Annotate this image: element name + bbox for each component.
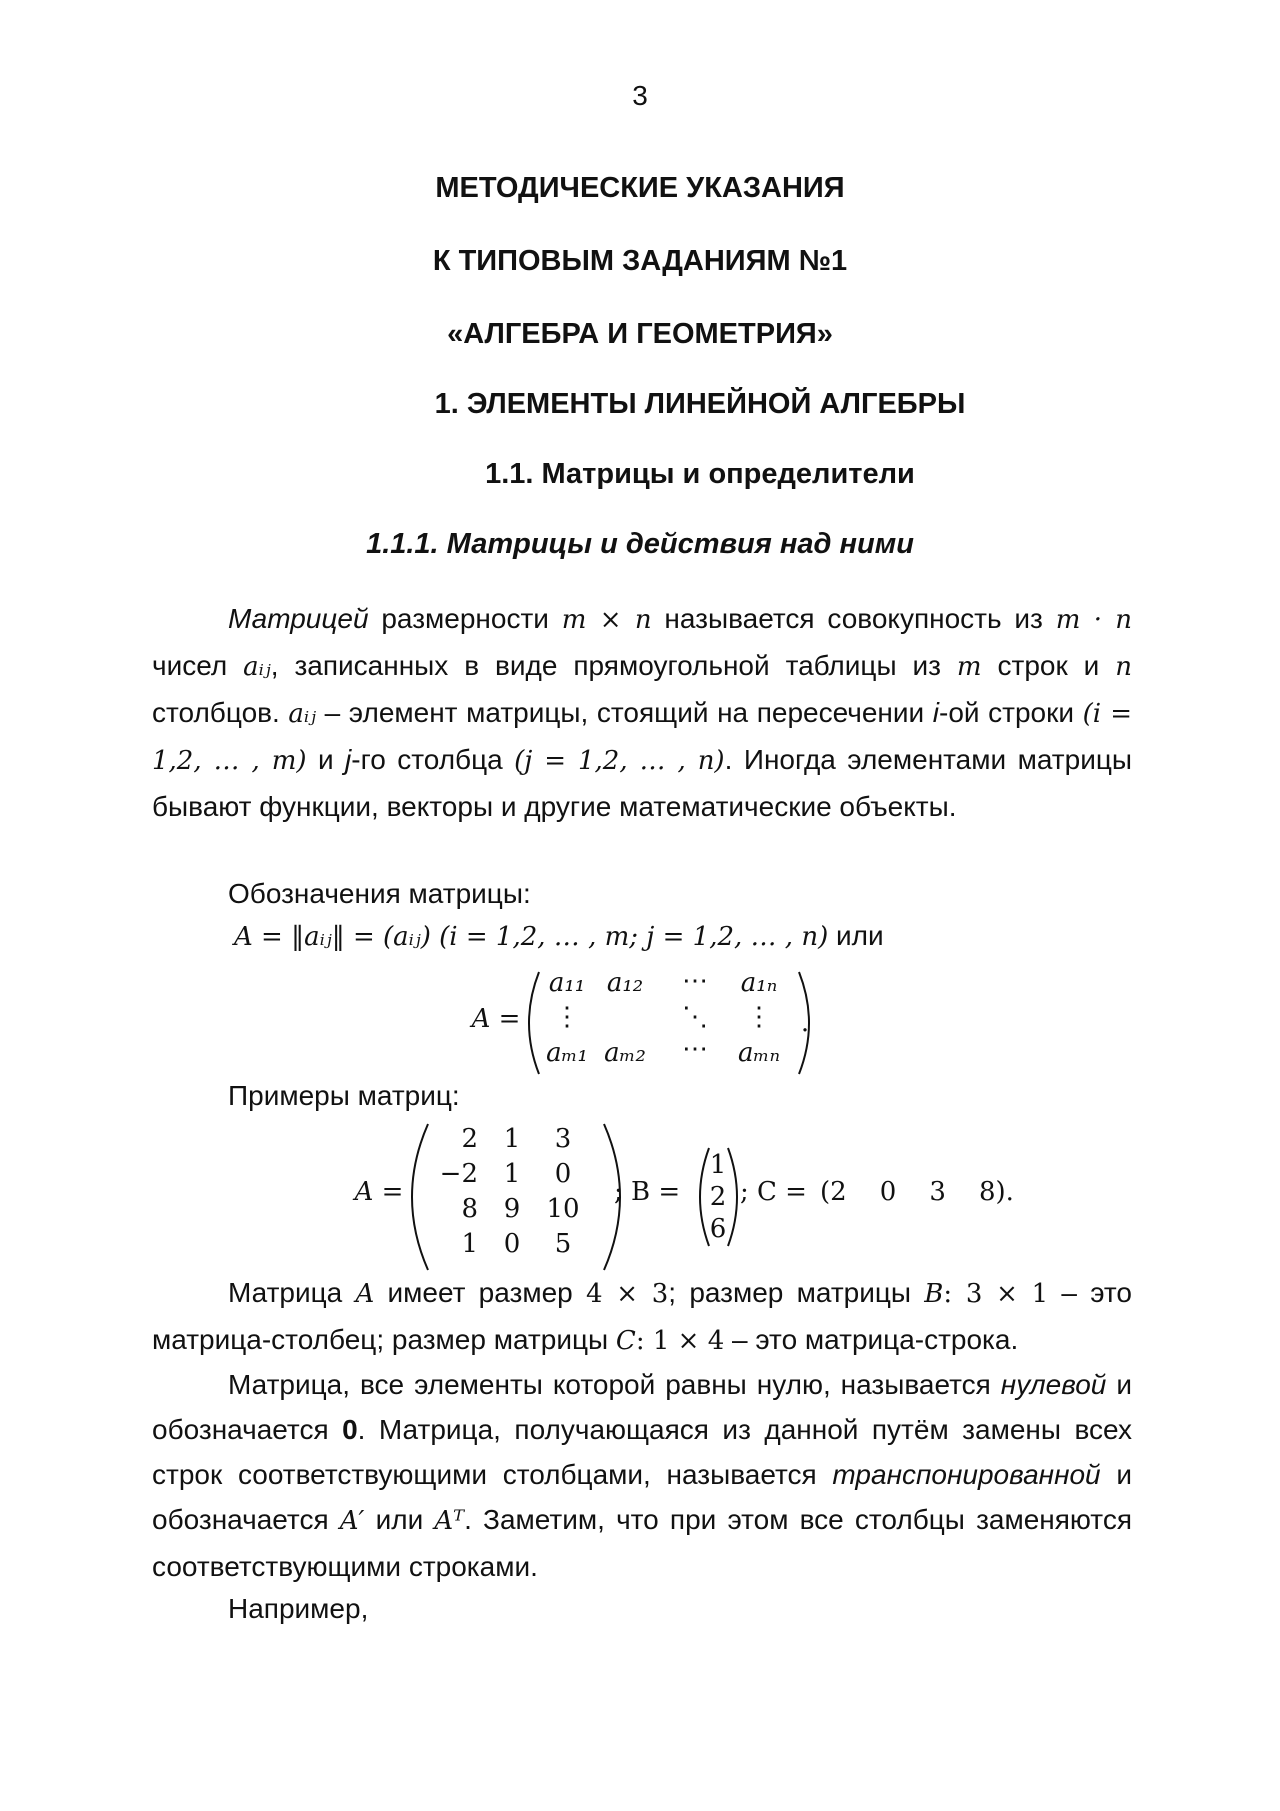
section-heading: 1.1. Матрицы и определители <box>485 458 915 490</box>
term-matrix: Матрицей <box>228 603 369 634</box>
term-zero: нулевой <box>1000 1369 1107 1400</box>
page-number: 3 <box>632 80 648 111</box>
paragraph-matrix-sizes: Матрица A имеет размер 4 × 3; размер матрицы B: 3 × 1 – это матрица-столбец; размер матрицы C: 1 × 4 – это матрица-строка. <box>152 1277 1132 1356</box>
notation-formula: A = ‖aᵢⱼ‖ = (aᵢⱼ) (i = 1,2, … , m; j = 1,2, … , n) или <box>234 920 884 952</box>
examples-label: Примеры матриц: <box>228 1080 460 1111</box>
chapter-heading: 1. ЭЛЕМЕНТЫ ЛИНЕЙНОЙ АЛГЕБРЫ <box>434 388 966 420</box>
term-transposed: транспонированной <box>832 1459 1101 1490</box>
paragraph-for-example: Например, <box>228 1593 369 1624</box>
general-matrix: A = a₁₁ a₁₂ ⋯ a₁ₙ ⋮ ⋱ ⋮ aₘ₁ aₘ₂ ⋯ aₘₙ . <box>465 968 825 1078</box>
notation-label: Обозначения матрицы: <box>228 878 531 909</box>
example-matrices: A = 2 1 3 −2 1 0 8 9 10 1 0 5 ; B = 1 2 6 ; C = (2 0 3 8). <box>350 1122 1030 1272</box>
subsection-heading: 1.1.1. Матрицы и действия над ними <box>366 528 914 560</box>
title-line-2: К ТИПОВЫМ ЗАДАНИЯМ №1 <box>432 245 848 277</box>
title-line-3: «АЛГЕБРА И ГЕОМЕТРИЯ» <box>447 318 833 350</box>
paragraph-zero-transposed: Матрица, все элементы которой равны нулю, называется нулевой и обозначается 0. Матрица, получающаяся из данной путём замены всех строк соответствующими столбцами, называется транспонированной и обозначается A′ или Aᵀ. Заметим, что при этом все столбцы заменяются соответствующими строками. <box>152 1369 1132 1582</box>
title-line-1: МЕТОДИЧЕСКИЕ УКАЗАНИЯ <box>435 172 845 204</box>
paragraph-matrix-definition: Матрицей размерности m × n называется совокупность из m · n чисел aᵢⱼ, записанных в виде прямоугольной таблицы из m строк и n столбцов. aᵢⱼ – элемент матрицы, стоящий на пересечении i-ой строки (i = 1,2, … , m) и j-го столбца (j = 1,2, … , n). Иногда элементами матрицы бывают функции, векторы и другие математические объекты. <box>152 603 1133 822</box>
